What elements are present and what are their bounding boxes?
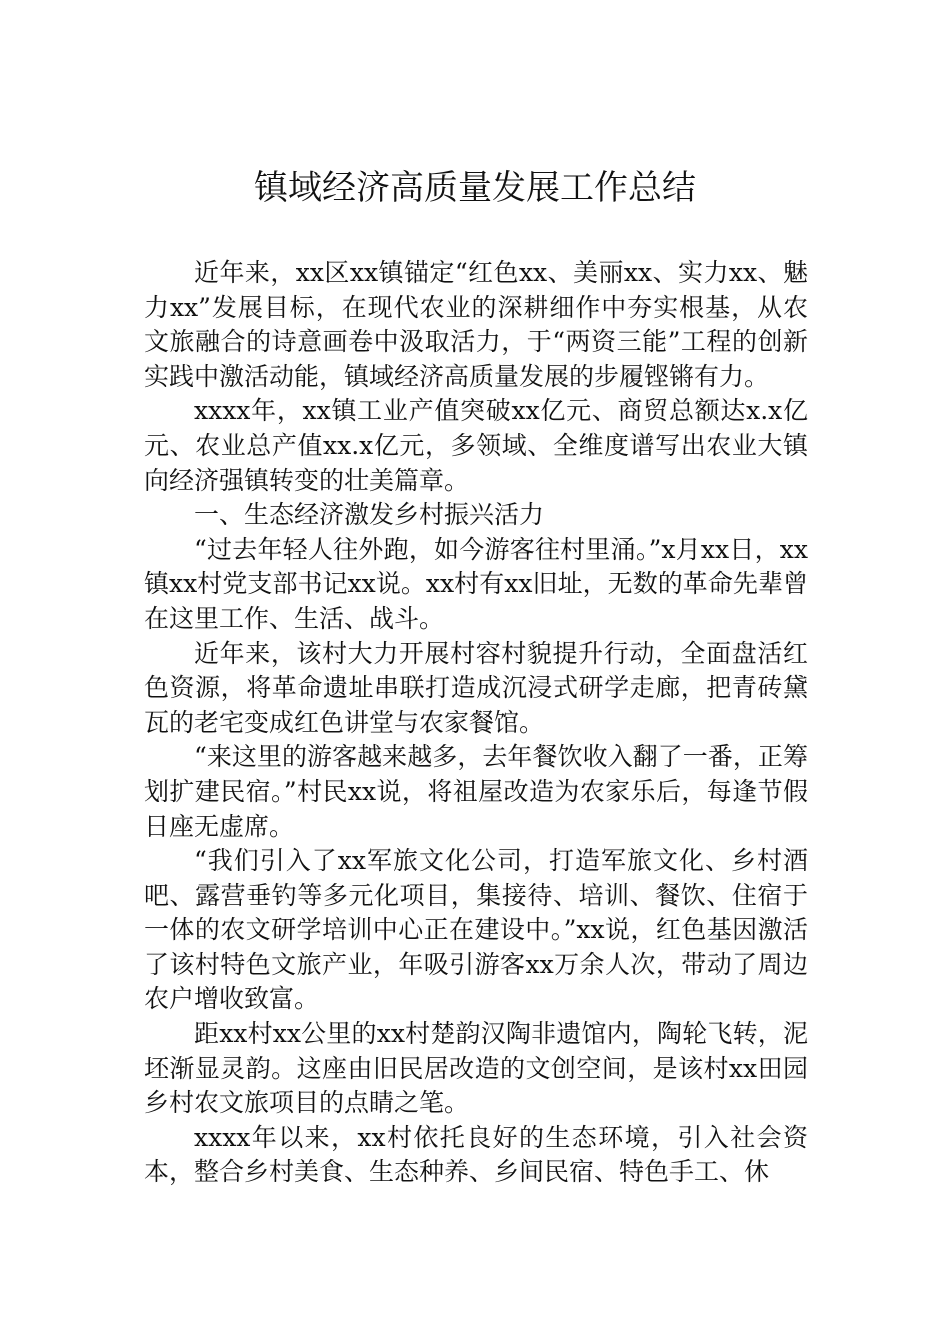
paragraph: “过去年轻人往外跑，如今游客往村里涌。”x月xx日，xx镇xx村党支部书记xx说。xx村有xx旧址，无数的革命先辈曾在这里工作、生活、战斗。 [144, 534, 808, 633]
document-title: 镇域经济高质量发展工作总结 [254, 168, 696, 208]
paragraph: “我们引入了xx军旅文化公司，打造军旅文化、乡村酒吧、露营垂钓等多元化项目，集接待、培训、餐饮、住宿于一体的农文研学培训中心正在建设中。”xx说，红色基因激活了该村特色文旅产业，年吸引游客xx万余人次，带动了周边农户增收致富。 [144, 846, 808, 1014]
document-body [144, 256, 808, 1190]
paragraph-summary: xxxx年，xx镇工业产值突破xx亿元、商贸总额达x.x亿元、农业总产值xx.x亿元，多领域、全维度谱写出农业大镇向经济强镇转变的壮美篇章。 [144, 396, 808, 495]
paragraph: 近年来，该村大力开展村容村貌提升行动，全面盘活红色资源，将革命遗址串联打造成沉浸式研学走廊，把青砖黛瓦的老宅变成红色讲堂与农家餐馆。 [144, 638, 808, 737]
section-heading: 一、生态经济激发乡村振兴活力 [194, 500, 545, 530]
paragraph: “来这里的游客越来越多，去年餐饮收入翻了一番，正筹划扩建民宿。”村民xx说，将祖屋改造为农家乐后，每逢节假日座无虚席。 [144, 742, 808, 841]
paragraph: 距xx村xx公里的xx村楚韵汉陶非遗馆内，陶轮飞转，泥坯渐显灵韵。这座由旧民居改造的文创空间，是该村xx田园乡村农文旅项目的点睛之笔。 [144, 1019, 808, 1118]
paragraph-intro: 近年来，xx区xx镇锚定“红色xx、美丽xx、实力xx、魅力xx”发展目标，在现代农业的深耕细作中夯实根基，从农文旅融合的诗意画卷中汲取活力，于“两资三能”工程的创新实践中激活动能，镇域经济高质量发展的步履铿锵有力。 [144, 258, 808, 391]
paragraph: xxxx年以来，xx村依托良好的生态环境，引入社会资本，整合乡村美食、生态种养、乡间民宿、特色手工、休 [144, 1122, 808, 1187]
